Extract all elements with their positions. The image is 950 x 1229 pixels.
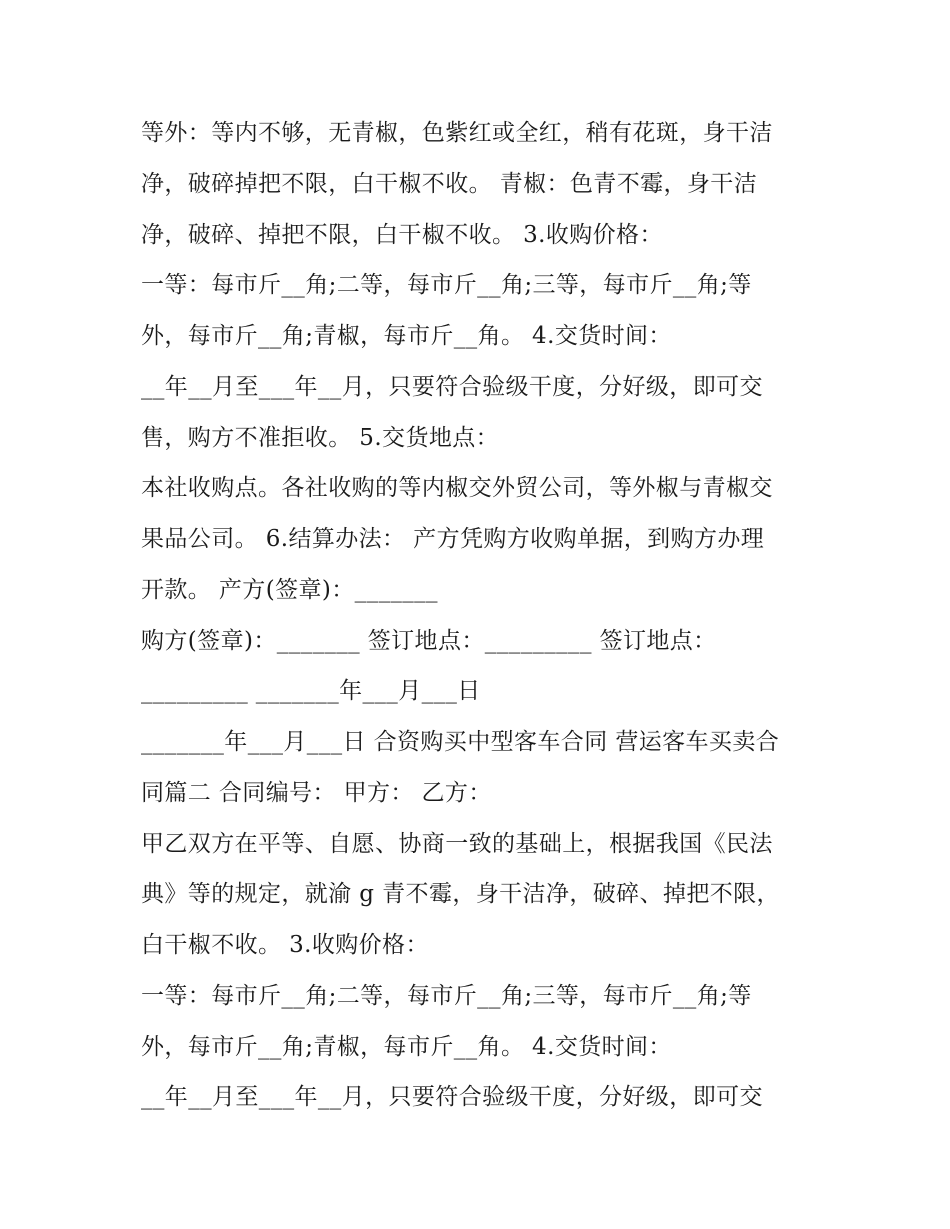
text-line-17: 白干椒不收。 3.收购价格： — [141, 932, 429, 958]
text-line-9: 果品公司。 6.结算办法： 产方凭购方收购单据，到购方办理 — [141, 526, 765, 552]
text-line-6: __年__月至___年__月，只要符合验级干度，分好级，即可交 — [141, 373, 763, 400]
text-line-5: 外，每市斤__角;青椒，每市斤__角。 4.交货时间： — [141, 323, 672, 349]
text-line-10: 开款。 产方(签章)：_______ — [141, 576, 438, 603]
text-line-12: _________ _______年___月___日 — [141, 678, 481, 705]
text-line-13: _______年___月___日 合资购买中型客车合同 营运客车买卖合 — [141, 729, 780, 755]
document-body — [141, 108, 831, 1123]
text-line-1: 等外：等内不够，无青椒，色紫红或全红，稍有花斑，身干洁 — [141, 120, 773, 146]
text-line-11: 购方(签章)：_______ 签订地点：_________ 签订地点： — [141, 627, 717, 654]
text-line-14: 同篇二 合同编号： 甲方： 乙方： — [141, 779, 492, 806]
text-line-7: 售，购方不准拒收。 5.交货地点： — [141, 424, 500, 451]
text-line-19: 外，每市斤__角;青椒，每市斤__角。 4.交货时间： — [141, 1033, 672, 1060]
text-line-3: 净，破碎、掉把不限，白干椒不收。 3.收购价格： — [141, 221, 663, 248]
text-line-18: 一等：每市斤__角;二等，每市斤__角;三等，每市斤__角;等 — [141, 982, 752, 1009]
text-line-20: __年__月至___年__月，只要符合验级干度，分好级，即可交 — [141, 1084, 763, 1111]
text-line-16: 典》等的规定，就渝 g 青不霉，身干洁净，破碎、掉把不限， — [141, 881, 780, 908]
text-line-4: 一等：每市斤__角;二等，每市斤__角;三等，每市斤__角;等 — [141, 272, 752, 299]
text-line-8: 本社收购点。各社收购的等内椒交外贸公司，等外椒与青椒交 — [141, 475, 773, 502]
text-line-15: 甲乙双方在平等、自愿、协商一致的基础上，根据我国《民法 — [141, 830, 773, 857]
text-line-2: 净，破碎掉把不限，白干椒不收。 青椒：色青不霉，身干洁 — [141, 170, 758, 197]
